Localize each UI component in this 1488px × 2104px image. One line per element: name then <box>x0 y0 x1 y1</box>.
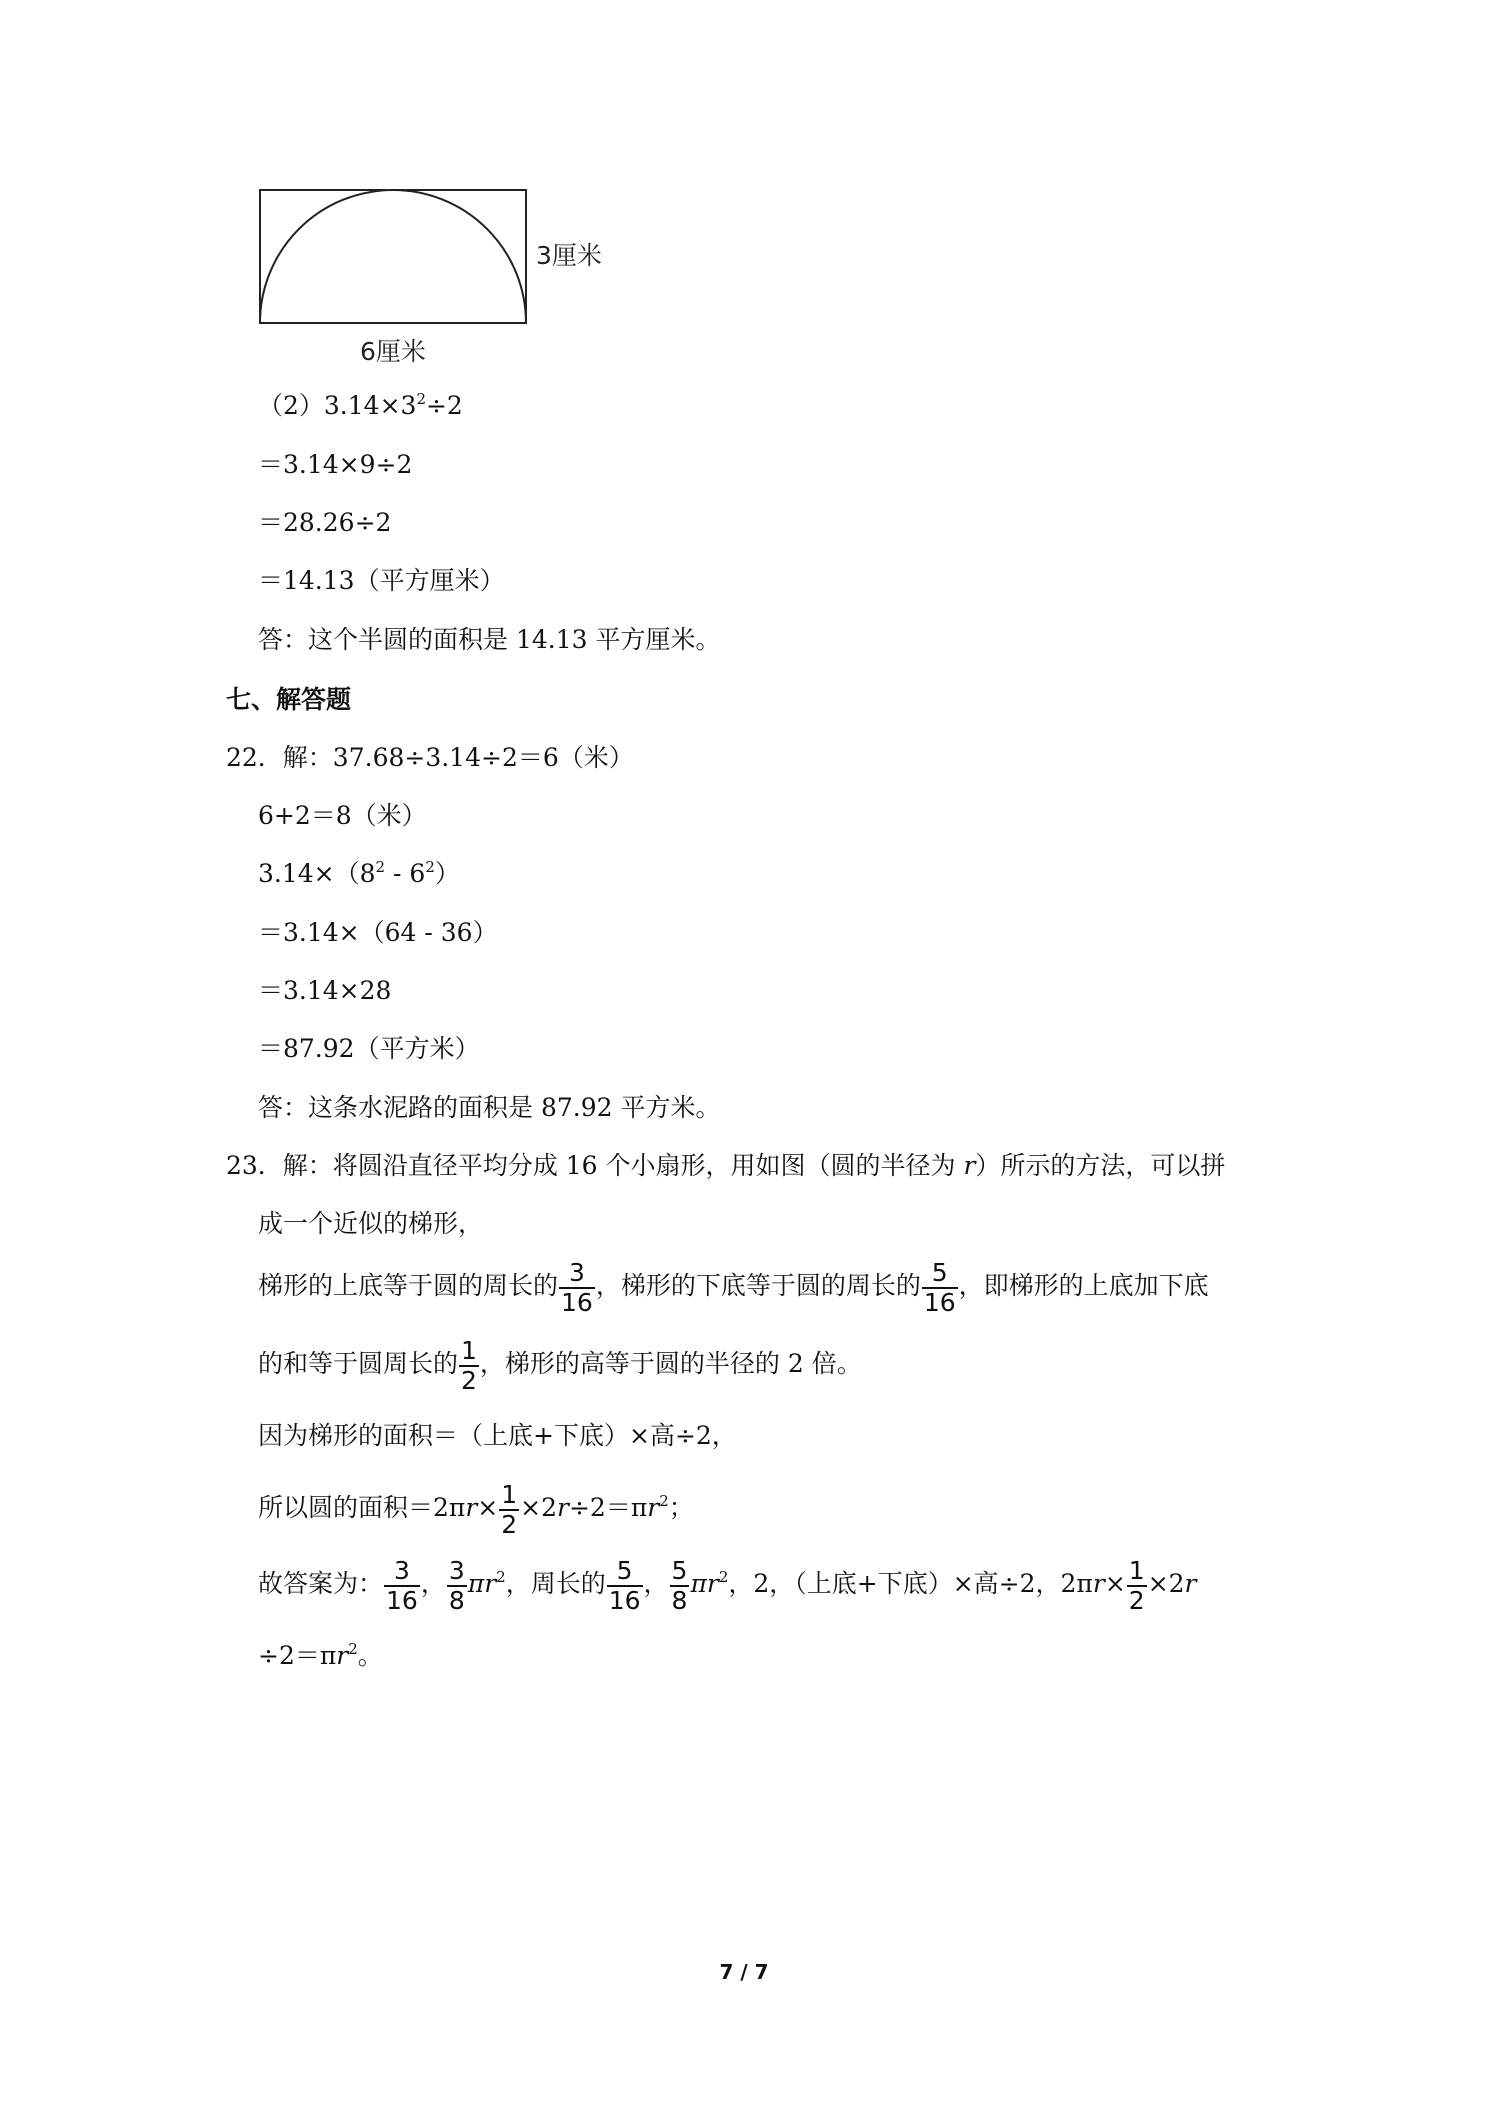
q23-line-1-a: 23．解：将圆沿直径平均分成 16 个小扇形，用如图（圆的半径为 <box>226 1151 964 1180</box>
rectangle-outline <box>260 190 526 323</box>
q23-line-7-f: × <box>1104 1569 1126 1598</box>
fraction-5-16 <box>607 1557 643 1615</box>
q22-line-6: ＝87.92（平方米） <box>258 1034 480 1063</box>
fraction-num: 5 <box>671 1555 688 1585</box>
q22-line-2: 6+2＝8（米） <box>258 801 427 830</box>
q23-line-3 <box>258 1254 1209 1318</box>
fraction-den: 2 <box>1128 1585 1145 1615</box>
fraction-num: 1 <box>461 1335 477 1365</box>
page-number: 7 / 7 <box>719 1960 769 1984</box>
q23-line-7 <box>258 1552 1197 1616</box>
semicircle-arc <box>260 190 526 323</box>
q23-line-7-d: ， <box>643 1569 669 1598</box>
part2-line-4: ＝14.13（平方厘米） <box>258 566 505 595</box>
fraction-den: 8 <box>448 1585 465 1615</box>
q23-line-8-r: r <box>336 1641 349 1670</box>
q22-line-3-b: ‑ 6 <box>385 859 426 888</box>
q23-line-6-c: ×2 <box>520 1493 558 1522</box>
q23-line-6 <box>258 1476 694 1540</box>
q22-line-5: ＝3.14×28 <box>258 976 392 1005</box>
fraction-num: 1 <box>1128 1555 1145 1585</box>
q23-line-8-a: ÷2＝π <box>258 1641 337 1670</box>
part2-line-1-a: （2）3.14×3 <box>258 391 417 420</box>
q23-line-1 <box>226 1150 1225 1182</box>
fraction-den: 16 <box>923 1287 956 1317</box>
height-label: 3厘米 <box>536 241 602 270</box>
part2-line-2: ＝3.14×9÷2 <box>258 450 413 479</box>
q23-line-7-r4: r <box>1184 1569 1197 1598</box>
q23-line-7-r3: r <box>1092 1569 1105 1598</box>
q22-line-3-c: ） <box>434 859 460 888</box>
q23-line-6-sup: 2 <box>659 1492 669 1510</box>
fraction-den: 2 <box>461 1365 477 1395</box>
fraction-3-8 <box>447 1557 467 1615</box>
q23-line-5: 因为梯形的面积＝（上底+下底）×高÷2， <box>258 1421 737 1450</box>
q23-line-7-pi1: π <box>467 1569 485 1598</box>
fraction-den: 2 <box>501 1509 518 1539</box>
fraction-3-16 <box>384 1557 420 1615</box>
q23-line-6-r2: r <box>557 1493 569 1522</box>
q23-line-7-c: ，周长的 <box>505 1569 606 1598</box>
q23-line-8-b: 。 <box>357 1641 383 1670</box>
width-label: 6厘米 <box>360 337 426 366</box>
part2-line-1-b: ÷2 <box>425 391 463 420</box>
q22-line-3-sup2: 2 <box>425 858 435 876</box>
q22-line-3 <box>258 858 460 890</box>
q23-line-6-d: ÷2＝π <box>568 1493 648 1522</box>
q23-line-1-b: ）所示的方法，可以拼 <box>975 1151 1226 1180</box>
q23-line-6-e: ； <box>668 1493 694 1522</box>
fraction-num: 5 <box>922 1259 958 1289</box>
fraction-1-2 <box>499 1481 519 1539</box>
q23-line-4 <box>258 1332 862 1396</box>
q23-line-3-c: ，即梯形的上底加下底 <box>958 1271 1209 1300</box>
fraction-num: 5 <box>607 1557 643 1587</box>
q23-line-7-sup1: 2 <box>496 1568 506 1586</box>
fraction-1-2 <box>1127 1557 1147 1615</box>
q23-line-7-b: ， <box>420 1569 446 1598</box>
part2-line-1-sup: 2 <box>416 390 426 408</box>
q23-line-7-g: ×2 <box>1147 1569 1185 1598</box>
q23-line-4-b: ，梯形的高等于圆的半径的 2 倍。 <box>479 1349 862 1378</box>
q23-line-3-b: ，梯形的下底等于圆的周长的 <box>595 1271 921 1300</box>
q22-line-3-sup1: 2 <box>375 858 386 876</box>
fraction-den: 16 <box>608 1585 641 1615</box>
q23-line-6-a: 所以圆的面积＝2π <box>258 1493 466 1522</box>
fraction-num: 1 <box>501 1479 518 1509</box>
part2-line-1 <box>258 390 463 422</box>
q23-line-8 <box>258 1640 383 1672</box>
fraction-den: 16 <box>386 1585 418 1615</box>
semicircle-figure <box>240 170 640 370</box>
q23-line-7-a: 故答案为： <box>258 1569 384 1598</box>
q23-line-7-e: ，2，（上底+下底）×高÷2，2π <box>728 1569 1093 1598</box>
q22-line-4: ＝3.14×（64 ‑ 36） <box>258 918 498 947</box>
q23-line-2: 成一个近似的梯形， <box>258 1209 484 1238</box>
fraction-num: 3 <box>384 1557 420 1587</box>
fraction-num: 3 <box>448 1555 465 1585</box>
q23-line-4-a: 的和等于圆周长的 <box>258 1349 459 1378</box>
q23-line-3-a: 梯形的上底等于圆的周长的 <box>258 1271 559 1300</box>
q23-line-6-r1: r <box>465 1493 478 1522</box>
fraction-1-2 <box>459 1337 479 1395</box>
fraction-den: 16 <box>561 1287 593 1317</box>
q23-line-1-r: r <box>963 1151 976 1180</box>
q22-line-1: 22．解：37.68÷3.14÷2＝6（米） <box>226 743 634 772</box>
q23-line-6-b: × <box>477 1493 499 1522</box>
part2-answer: 答：这个半圆的面积是 14.13 平方厘米。 <box>258 625 721 654</box>
q22-answer: 答：这条水泥路的面积是 87.92 平方米。 <box>258 1093 721 1122</box>
fraction-den: 8 <box>671 1585 688 1615</box>
part2-line-3: ＝28.26÷2 <box>258 508 392 537</box>
q23-line-7-r1: r <box>484 1569 497 1598</box>
fraction-5-8 <box>670 1557 690 1615</box>
q23-line-8-sup: 2 <box>348 1640 358 1658</box>
fraction-num: 3 <box>559 1259 595 1289</box>
q23-line-7-sup2: 2 <box>718 1568 729 1586</box>
q23-line-6-r3: r <box>647 1493 660 1522</box>
fraction-5-16 <box>922 1259 958 1317</box>
q23-line-7-r2: r <box>706 1569 719 1598</box>
q23-line-7-pi2: π <box>690 1569 707 1598</box>
section-title: 七、解答题 <box>226 685 352 714</box>
fraction-3-16 <box>559 1259 595 1317</box>
q22-line-3-a: 3.14×（8 <box>258 859 376 888</box>
